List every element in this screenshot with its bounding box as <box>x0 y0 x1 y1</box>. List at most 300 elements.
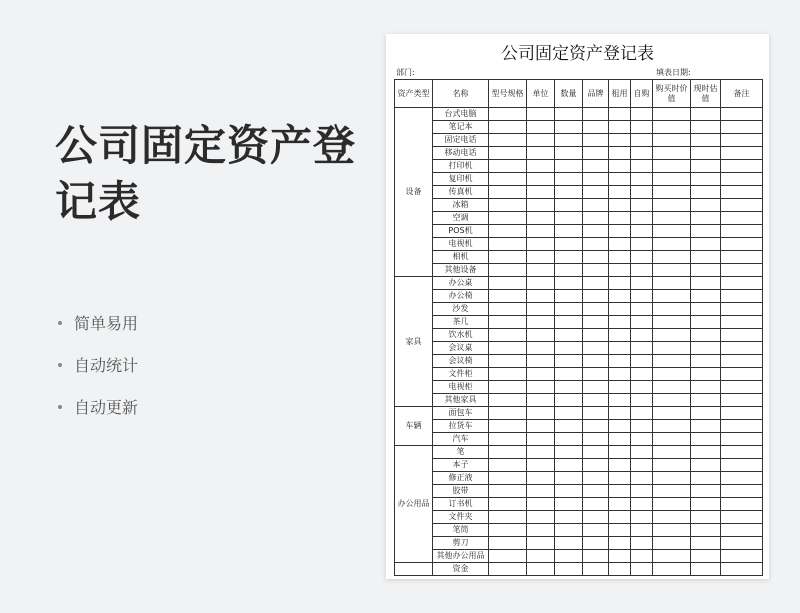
table-row <box>395 251 763 264</box>
empty-cell <box>583 433 609 446</box>
empty-cell <box>691 303 721 316</box>
empty-cell <box>583 342 609 355</box>
item-name-cell: 其他办公用品 <box>433 550 489 563</box>
empty-cell <box>609 563 631 576</box>
sheet-title: 公司固定资产登记表 <box>501 44 654 64</box>
empty-cell <box>721 342 763 355</box>
empty-cell <box>527 550 555 563</box>
empty-cell <box>691 433 721 446</box>
empty-cell <box>555 186 583 199</box>
item-name-cell: 沙发 <box>433 303 489 316</box>
empty-cell <box>583 134 609 147</box>
empty-cell <box>555 459 583 472</box>
empty-cell <box>631 524 653 537</box>
empty-cell <box>609 147 631 160</box>
empty-cell <box>555 147 583 160</box>
empty-cell <box>583 225 609 238</box>
empty-cell <box>527 498 555 511</box>
item-name-cell: 复印机 <box>433 173 489 186</box>
empty-cell <box>631 160 653 173</box>
empty-cell <box>489 355 527 368</box>
empty-cell <box>721 160 763 173</box>
empty-cell <box>583 355 609 368</box>
empty-cell <box>631 446 653 459</box>
empty-cell <box>631 108 653 121</box>
empty-cell <box>489 199 527 212</box>
empty-cell <box>609 290 631 303</box>
empty-cell <box>653 446 691 459</box>
empty-cell <box>527 160 555 173</box>
empty-cell <box>721 446 763 459</box>
table-row <box>395 212 763 225</box>
empty-cell <box>653 121 691 134</box>
empty-cell <box>583 147 609 160</box>
table-row <box>395 498 763 511</box>
item-name-cell: 饮水机 <box>433 329 489 342</box>
empty-cell <box>631 394 653 407</box>
empty-cell <box>527 173 555 186</box>
empty-cell <box>555 550 583 563</box>
empty-cell <box>631 563 653 576</box>
column-header: 名称 <box>433 80 489 108</box>
empty-cell <box>555 316 583 329</box>
empty-cell <box>653 368 691 381</box>
empty-cell <box>555 160 583 173</box>
empty-cell <box>691 225 721 238</box>
empty-cell <box>609 199 631 212</box>
empty-cell <box>527 485 555 498</box>
empty-cell <box>583 238 609 251</box>
empty-cell <box>489 446 527 459</box>
empty-cell <box>555 251 583 264</box>
empty-cell <box>691 550 721 563</box>
empty-cell <box>489 186 527 199</box>
empty-cell <box>489 290 527 303</box>
item-name-cell: 本子 <box>433 459 489 472</box>
empty-cell <box>489 420 527 433</box>
empty-cell <box>583 446 609 459</box>
empty-cell <box>653 485 691 498</box>
empty-cell <box>527 511 555 524</box>
empty-cell <box>555 537 583 550</box>
empty-cell <box>555 173 583 186</box>
empty-cell <box>583 381 609 394</box>
empty-cell <box>583 316 609 329</box>
empty-cell <box>653 134 691 147</box>
empty-cell <box>653 420 691 433</box>
table-row <box>395 485 763 498</box>
table-row <box>395 199 763 212</box>
empty-cell <box>691 316 721 329</box>
table-row <box>395 290 763 303</box>
empty-cell <box>653 290 691 303</box>
empty-cell <box>631 511 653 524</box>
empty-cell <box>555 212 583 225</box>
empty-cell <box>583 563 609 576</box>
table-row <box>395 238 763 251</box>
empty-cell <box>489 108 527 121</box>
empty-cell <box>691 121 721 134</box>
empty-cell <box>489 563 527 576</box>
table-row <box>395 563 763 576</box>
empty-cell <box>609 368 631 381</box>
empty-cell <box>721 134 763 147</box>
empty-cell <box>691 524 721 537</box>
empty-cell <box>721 394 763 407</box>
empty-cell <box>691 199 721 212</box>
table-row <box>395 355 763 368</box>
empty-cell <box>653 342 691 355</box>
empty-cell <box>653 550 691 563</box>
empty-cell <box>691 290 721 303</box>
item-name-cell: 胶带 <box>433 485 489 498</box>
table-row <box>395 329 763 342</box>
empty-cell <box>691 342 721 355</box>
empty-cell <box>583 303 609 316</box>
empty-cell <box>555 303 583 316</box>
asset-sheet-preview <box>386 34 769 579</box>
empty-cell <box>653 160 691 173</box>
empty-cell <box>691 563 721 576</box>
empty-cell <box>527 381 555 394</box>
empty-cell <box>583 199 609 212</box>
empty-cell <box>653 498 691 511</box>
empty-cell <box>609 537 631 550</box>
empty-cell <box>721 290 763 303</box>
empty-cell <box>527 134 555 147</box>
empty-cell <box>609 381 631 394</box>
empty-cell <box>489 251 527 264</box>
empty-cell <box>527 238 555 251</box>
empty-cell <box>721 381 763 394</box>
empty-cell <box>609 212 631 225</box>
empty-cell <box>609 251 631 264</box>
empty-cell <box>527 147 555 160</box>
table-row <box>395 316 763 329</box>
empty-cell <box>691 355 721 368</box>
empty-cell <box>653 303 691 316</box>
asset-table <box>394 79 763 576</box>
empty-cell <box>555 277 583 290</box>
empty-cell <box>527 225 555 238</box>
table-row <box>395 342 763 355</box>
empty-cell <box>721 537 763 550</box>
empty-cell <box>527 433 555 446</box>
empty-cell <box>489 160 527 173</box>
empty-cell <box>721 173 763 186</box>
empty-cell <box>721 238 763 251</box>
empty-cell <box>721 420 763 433</box>
empty-cell <box>555 108 583 121</box>
table-row <box>395 511 763 524</box>
empty-cell <box>583 498 609 511</box>
empty-cell <box>653 329 691 342</box>
empty-cell <box>527 446 555 459</box>
item-name-cell: 文件夹 <box>433 511 489 524</box>
feature-label: 自动统计 <box>74 356 139 375</box>
item-name-cell: 笔记本 <box>433 121 489 134</box>
empty-cell <box>555 407 583 420</box>
date-label: 填表日期: <box>656 68 691 77</box>
empty-cell <box>489 407 527 420</box>
empty-cell <box>555 524 583 537</box>
table-row <box>395 381 763 394</box>
empty-cell <box>721 121 763 134</box>
category-cell: 设备 <box>395 108 433 277</box>
empty-cell <box>631 277 653 290</box>
empty-cell <box>631 355 653 368</box>
empty-cell <box>631 251 653 264</box>
empty-cell <box>489 394 527 407</box>
item-name-cell: 相机 <box>433 251 489 264</box>
empty-cell <box>555 368 583 381</box>
empty-cell <box>609 160 631 173</box>
empty-cell <box>631 537 653 550</box>
empty-cell <box>631 368 653 381</box>
empty-cell <box>721 303 763 316</box>
item-name-cell: 修正液 <box>433 472 489 485</box>
empty-cell <box>653 225 691 238</box>
empty-cell <box>631 186 653 199</box>
empty-cell <box>489 368 527 381</box>
empty-cell <box>489 524 527 537</box>
item-name-cell: 打印机 <box>433 160 489 173</box>
empty-cell <box>631 225 653 238</box>
bullet-icon <box>58 363 62 367</box>
empty-cell <box>583 251 609 264</box>
table-row <box>395 303 763 316</box>
table-row <box>395 225 763 238</box>
empty-cell <box>653 238 691 251</box>
column-header: 自购 <box>631 80 653 108</box>
bullet-icon <box>58 321 62 325</box>
empty-cell <box>583 173 609 186</box>
empty-cell <box>691 407 721 420</box>
empty-cell <box>609 459 631 472</box>
empty-cell <box>489 433 527 446</box>
empty-cell <box>631 407 653 420</box>
empty-cell <box>721 277 763 290</box>
empty-cell <box>691 108 721 121</box>
empty-cell <box>609 420 631 433</box>
empty-cell <box>555 199 583 212</box>
empty-cell <box>721 563 763 576</box>
empty-cell <box>609 121 631 134</box>
empty-cell <box>653 173 691 186</box>
empty-cell <box>653 355 691 368</box>
empty-cell <box>631 420 653 433</box>
item-name-cell: 其他设备 <box>433 264 489 277</box>
empty-cell <box>691 160 721 173</box>
empty-cell <box>489 511 527 524</box>
empty-cell <box>631 121 653 134</box>
empty-cell <box>631 459 653 472</box>
empty-cell <box>721 147 763 160</box>
empty-cell <box>609 498 631 511</box>
item-name-cell: 面包车 <box>433 407 489 420</box>
empty-cell <box>653 511 691 524</box>
empty-cell <box>583 121 609 134</box>
empty-cell <box>609 355 631 368</box>
empty-cell <box>555 121 583 134</box>
empty-cell <box>631 316 653 329</box>
column-header: 现时估值 <box>691 80 721 108</box>
empty-cell <box>631 147 653 160</box>
empty-cell <box>609 303 631 316</box>
empty-cell <box>527 342 555 355</box>
empty-cell <box>631 290 653 303</box>
empty-cell <box>609 446 631 459</box>
empty-cell <box>609 472 631 485</box>
table-row <box>395 186 763 199</box>
empty-cell <box>653 524 691 537</box>
item-name-cell: 拉货车 <box>433 420 489 433</box>
empty-cell <box>631 329 653 342</box>
empty-cell <box>583 537 609 550</box>
empty-cell <box>555 485 583 498</box>
empty-cell <box>583 459 609 472</box>
table-row <box>395 446 763 459</box>
empty-cell <box>489 550 527 563</box>
empty-cell <box>653 108 691 121</box>
column-header: 备注 <box>721 80 763 108</box>
empty-cell <box>653 394 691 407</box>
empty-cell <box>721 524 763 537</box>
empty-cell <box>489 303 527 316</box>
empty-cell <box>489 238 527 251</box>
empty-cell <box>555 134 583 147</box>
empty-cell <box>691 381 721 394</box>
empty-cell <box>691 147 721 160</box>
table-row <box>395 121 763 134</box>
empty-cell <box>555 472 583 485</box>
column-header: 品牌 <box>583 80 609 108</box>
empty-cell <box>631 381 653 394</box>
empty-cell <box>555 355 583 368</box>
item-name-cell: 笔筒 <box>433 524 489 537</box>
empty-cell <box>631 433 653 446</box>
empty-cell <box>691 420 721 433</box>
empty-cell <box>555 225 583 238</box>
item-name-cell: 汽车 <box>433 433 489 446</box>
empty-cell <box>609 407 631 420</box>
item-name-cell: 电视机 <box>433 238 489 251</box>
feature-label: 简单易用 <box>74 314 139 333</box>
empty-cell <box>631 498 653 511</box>
hero-title: 公司固定资产登记表 <box>55 121 357 226</box>
empty-cell <box>527 420 555 433</box>
empty-cell <box>653 316 691 329</box>
empty-cell <box>527 212 555 225</box>
column-header: 数量 <box>555 80 583 108</box>
empty-cell <box>721 368 763 381</box>
empty-cell <box>555 342 583 355</box>
empty-cell <box>653 212 691 225</box>
empty-cell <box>489 264 527 277</box>
empty-cell <box>583 420 609 433</box>
empty-cell <box>555 498 583 511</box>
empty-cell <box>653 472 691 485</box>
item-name-cell: 其他家具 <box>433 394 489 407</box>
empty-cell <box>721 433 763 446</box>
empty-cell <box>583 407 609 420</box>
table-row <box>395 407 763 420</box>
table-row <box>395 277 763 290</box>
item-name-cell: POS机 <box>433 225 489 238</box>
empty-cell <box>609 329 631 342</box>
item-name-cell: 电视柜 <box>433 381 489 394</box>
empty-cell <box>555 329 583 342</box>
empty-cell <box>721 186 763 199</box>
empty-cell <box>721 108 763 121</box>
table-row <box>395 368 763 381</box>
table-row <box>395 420 763 433</box>
category-cell: 车辆 <box>395 407 433 446</box>
empty-cell <box>631 264 653 277</box>
empty-cell <box>721 329 763 342</box>
empty-cell <box>631 134 653 147</box>
empty-cell <box>583 160 609 173</box>
empty-cell <box>527 251 555 264</box>
empty-cell <box>555 433 583 446</box>
empty-cell <box>555 420 583 433</box>
bullet-icon <box>58 405 62 409</box>
empty-cell <box>631 303 653 316</box>
empty-cell <box>691 511 721 524</box>
empty-cell <box>653 433 691 446</box>
table-row <box>395 147 763 160</box>
empty-cell <box>691 394 721 407</box>
empty-cell <box>583 186 609 199</box>
empty-cell <box>489 498 527 511</box>
table-row <box>395 173 763 186</box>
empty-cell <box>583 550 609 563</box>
empty-cell <box>527 290 555 303</box>
empty-cell <box>691 186 721 199</box>
table-row <box>395 394 763 407</box>
empty-cell <box>631 550 653 563</box>
item-name-cell: 笔 <box>433 446 489 459</box>
empty-cell <box>653 537 691 550</box>
empty-cell <box>555 394 583 407</box>
table-row <box>395 264 763 277</box>
empty-cell <box>609 433 631 446</box>
empty-cell <box>489 381 527 394</box>
item-name-cell: 移动电话 <box>433 147 489 160</box>
empty-cell <box>583 329 609 342</box>
empty-cell <box>489 329 527 342</box>
empty-cell <box>527 108 555 121</box>
empty-cell <box>527 277 555 290</box>
empty-cell <box>721 355 763 368</box>
feature-item <box>58 396 138 417</box>
empty-cell <box>609 524 631 537</box>
empty-cell <box>691 446 721 459</box>
empty-cell <box>721 511 763 524</box>
table-row <box>395 459 763 472</box>
empty-cell <box>489 342 527 355</box>
empty-cell <box>631 199 653 212</box>
feature-item <box>58 354 138 375</box>
item-name-cell: 会议桌 <box>433 342 489 355</box>
empty-cell <box>583 511 609 524</box>
empty-cell <box>527 316 555 329</box>
empty-cell <box>527 407 555 420</box>
item-name-cell: 冰箱 <box>433 199 489 212</box>
empty-cell <box>609 511 631 524</box>
table-row <box>395 108 763 121</box>
empty-cell <box>653 251 691 264</box>
